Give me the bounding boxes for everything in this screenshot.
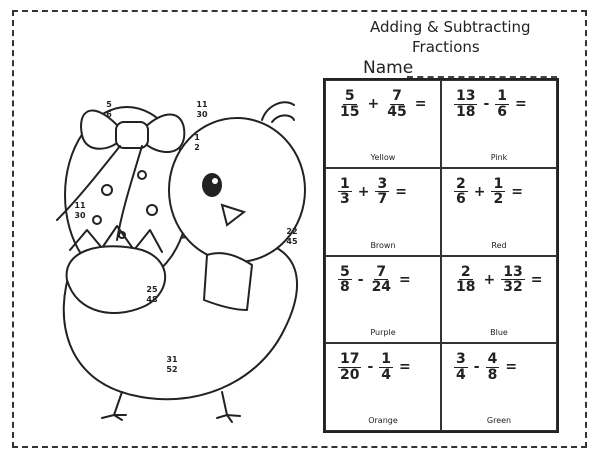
fraction-problem (454, 89, 527, 119)
fraction-a (454, 352, 468, 382)
worksheet-title-line2: Fractions (412, 38, 480, 56)
problem-cell[interactable] (325, 168, 441, 256)
egg-top-fraction-label (196, 100, 208, 119)
problem-cell[interactable] (441, 256, 557, 344)
numerator: 2 (460, 263, 471, 280)
operator: - (483, 96, 490, 113)
fraction-b (370, 265, 393, 295)
problem-grid (323, 78, 559, 433)
svg-text:5: 5 (106, 100, 112, 109)
body-fraction-label (166, 355, 178, 374)
fraction-problem (338, 265, 411, 295)
svg-text:2: 2 (194, 143, 200, 152)
denominator: 18 (456, 279, 476, 296)
denominator: 20 (340, 366, 360, 383)
equals-sign: = (505, 359, 518, 376)
fraction-problem (454, 177, 523, 207)
numerator: 1 (497, 88, 508, 104)
operator: + (357, 183, 370, 200)
problem-cell[interactable] (325, 256, 441, 344)
denominator: 8 (340, 279, 350, 296)
numerator: 7 (376, 263, 387, 280)
denominator: 45 (387, 103, 407, 120)
name-label: Name (363, 58, 414, 78)
fraction-b (486, 352, 500, 382)
equals-sign: = (399, 359, 411, 376)
fraction-a (338, 352, 361, 382)
numerator: 5 (344, 88, 355, 104)
numerator: 13 (456, 88, 476, 104)
denominator: 24 (371, 279, 392, 296)
numerator: 3 (456, 351, 466, 368)
color-label: Yellow (370, 152, 396, 162)
problem-cell[interactable] (441, 80, 557, 168)
svg-text:52: 52 (166, 365, 178, 374)
operator: + (473, 183, 486, 200)
equals-sign: = (530, 271, 543, 288)
fraction-b (385, 89, 408, 119)
numerator: 1 (493, 175, 504, 192)
problem-cell[interactable] (441, 168, 557, 256)
denominator: 2 (493, 191, 504, 208)
denominator: 7 (377, 191, 388, 208)
fraction-a (338, 89, 361, 119)
denominator: 32 (503, 279, 523, 296)
operator: + (483, 271, 496, 288)
fraction-a (338, 265, 352, 295)
fraction-problem (338, 177, 407, 207)
equals-sign: = (395, 183, 407, 200)
numerator: 17 (340, 351, 360, 368)
fraction-b (491, 177, 505, 207)
fraction-problem (338, 352, 411, 382)
face-fraction-label (286, 227, 298, 246)
worksheet-title-line1: Adding & Subtracting (370, 18, 531, 36)
fraction-b (379, 352, 393, 382)
fraction-b (375, 177, 389, 207)
numerator: 7 (392, 88, 402, 104)
numerator: 2 (456, 175, 466, 192)
color-label: Orange (368, 416, 398, 425)
equals-sign: = (511, 183, 523, 200)
fraction-problem (338, 89, 426, 119)
equals-sign: = (414, 96, 427, 113)
svg-text:22: 22 (286, 227, 298, 236)
numerator: 1 (340, 175, 350, 192)
fraction-problem (454, 265, 542, 295)
color-label: Green (486, 416, 512, 425)
operator: + (367, 96, 380, 113)
svg-text:6: 6 (106, 110, 112, 119)
denominator: 6 (456, 191, 466, 208)
chick-coloring-picture[interactable] (22, 80, 322, 435)
egg-mid-fraction-label (194, 133, 200, 152)
numerator: 5 (340, 263, 350, 280)
color-label: Pink (490, 152, 508, 162)
svg-text:30: 30 (74, 211, 86, 220)
equals-sign: = (515, 96, 527, 113)
color-label: Blue (490, 328, 508, 338)
svg-text:30: 30 (196, 110, 208, 119)
svg-text:1: 1 (194, 133, 200, 142)
svg-text:45: 45 (286, 237, 298, 246)
denominator: 6 (497, 103, 508, 120)
fraction-b (495, 89, 509, 119)
numerator: 3 (377, 175, 388, 192)
problem-cell[interactable] (325, 80, 441, 168)
fraction-b (501, 265, 524, 295)
color-label: Purple (370, 328, 396, 338)
bow-fraction-label (106, 100, 112, 119)
denominator: 8 (487, 366, 498, 383)
operator: - (473, 359, 480, 376)
egg-left-fraction-label (74, 201, 86, 220)
denominator: 18 (456, 103, 476, 120)
svg-text:48: 48 (146, 295, 158, 304)
denominator: 15 (340, 103, 360, 120)
fraction-a (454, 177, 468, 207)
numerator: 13 (503, 263, 523, 280)
denominator: 4 (381, 366, 392, 383)
problem-cell[interactable] (441, 343, 557, 431)
fraction-a (454, 89, 477, 119)
color-label: Brown (370, 240, 396, 250)
operator: - (367, 359, 374, 376)
operator: - (357, 271, 364, 288)
fraction-a (338, 177, 352, 207)
fraction-a (454, 265, 477, 295)
svg-text:25: 25 (146, 285, 158, 294)
wing-fraction-label (146, 285, 158, 304)
numerator: 1 (381, 351, 392, 368)
numerator: 4 (487, 351, 498, 368)
svg-text:31: 31 (166, 355, 178, 364)
svg-text:11: 11 (74, 201, 86, 210)
color-label: Red (491, 240, 507, 250)
svg-text:11: 11 (196, 100, 208, 109)
denominator: 4 (456, 366, 466, 383)
denominator: 3 (340, 191, 350, 208)
problem-cell[interactable] (325, 343, 441, 431)
equals-sign: = (399, 271, 411, 288)
fraction-problem (454, 352, 517, 382)
